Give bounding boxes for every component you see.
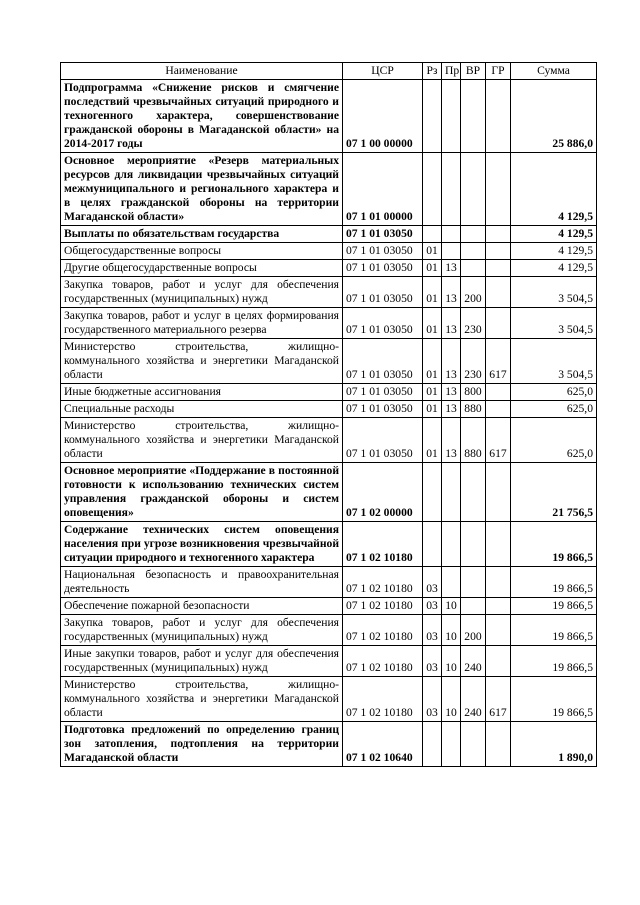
cell-name: Иные закупки товаров, работ и услуг для обеспечения государственных (муниципальных) нужд (61, 646, 343, 677)
cell-gr (486, 226, 511, 243)
cell-gr (486, 277, 511, 308)
cell-pr: 10 (442, 646, 461, 677)
cell-pr: 13 (442, 418, 461, 463)
cell-rz (423, 153, 442, 226)
cell-csr: 07 1 02 10640 (343, 722, 423, 767)
table-row (61, 522, 597, 567)
table-row (61, 80, 597, 153)
cell-rz (423, 80, 442, 153)
table-row (61, 153, 597, 226)
cell-csr: 07 1 01 03050 (343, 308, 423, 339)
header-gr: ГР (486, 63, 511, 80)
cell-gr (486, 646, 511, 677)
cell-csr: 07 1 01 03050 (343, 226, 423, 243)
cell-sum: 19 866,5 (511, 598, 597, 615)
cell-name: Специальные расходы (61, 401, 343, 418)
cell-sum: 4 129,5 (511, 260, 597, 277)
cell-vr: 880 (461, 418, 486, 463)
cell-sum: 19 866,5 (511, 646, 597, 677)
cell-pr: 13 (442, 339, 461, 384)
cell-csr: 07 1 01 00000 (343, 153, 423, 226)
cell-name: Выплаты по обязательствам государства (61, 226, 343, 243)
cell-csr: 07 1 01 03050 (343, 243, 423, 260)
budget-table (60, 62, 597, 767)
cell-vr (461, 463, 486, 522)
cell-vr (461, 722, 486, 767)
cell-pr: 10 (442, 677, 461, 722)
cell-rz: 01 (423, 401, 442, 418)
cell-name: Содержание технических систем оповещения населения при угрозе возникновения чрезвычайной ситуации природного и техногенного характера (61, 522, 343, 567)
table-row (61, 722, 597, 767)
cell-rz: 03 (423, 646, 442, 677)
cell-pr (442, 567, 461, 598)
table-row (61, 615, 597, 646)
cell-sum: 19 866,5 (511, 615, 597, 646)
cell-csr: 07 1 01 03050 (343, 277, 423, 308)
cell-sum: 21 756,5 (511, 463, 597, 522)
cell-csr: 07 1 02 00000 (343, 463, 423, 522)
cell-vr: 800 (461, 384, 486, 401)
table-row (61, 677, 597, 722)
table-row (61, 646, 597, 677)
cell-csr: 07 1 01 03050 (343, 260, 423, 277)
cell-pr: 13 (442, 401, 461, 418)
table-row (61, 339, 597, 384)
cell-sum: 3 504,5 (511, 339, 597, 384)
header-sum: Сумма (511, 63, 597, 80)
table-row (61, 277, 597, 308)
cell-vr (461, 522, 486, 567)
cell-gr (486, 522, 511, 567)
cell-vr (461, 567, 486, 598)
cell-name: Министерство строительства, жилищно-коммунального хозяйства и энергетики Магаданской области (61, 339, 343, 384)
cell-rz (423, 226, 442, 243)
cell-vr (461, 80, 486, 153)
cell-name: Закупка товаров, работ и услуг для обеспечения государственных (муниципальных) нужд (61, 277, 343, 308)
cell-sum: 19 866,5 (511, 522, 597, 567)
table-row (61, 308, 597, 339)
cell-gr: 617 (486, 677, 511, 722)
cell-name: Закупка товаров, работ и услуг в целях формирования государственного материального резерва (61, 308, 343, 339)
cell-pr (442, 243, 461, 260)
cell-vr: 240 (461, 677, 486, 722)
cell-vr: 240 (461, 646, 486, 677)
cell-vr: 230 (461, 339, 486, 384)
cell-pr: 13 (442, 384, 461, 401)
cell-vr (461, 153, 486, 226)
cell-name: Основное мероприятие «Резерв материальных ресурсов для ликвидации чрезвычайных ситуаций межмуниципального и регионального характера и в целях гражданской обороны на территории Магаданской области» (61, 153, 343, 226)
cell-pr: 13 (442, 260, 461, 277)
cell-rz (423, 722, 442, 767)
cell-name: Основное мероприятие «Поддержание в постоянной готовности к использованию технических систем управления гражданской обороны и систем оповещения» (61, 463, 343, 522)
cell-vr (461, 260, 486, 277)
cell-rz: 03 (423, 567, 442, 598)
cell-sum: 3 504,5 (511, 277, 597, 308)
table-row (61, 226, 597, 243)
header-csr: ЦСР (343, 63, 423, 80)
cell-csr: 07 1 00 00000 (343, 80, 423, 153)
cell-sum: 19 866,5 (511, 677, 597, 722)
cell-rz: 01 (423, 308, 442, 339)
cell-csr: 07 1 01 03050 (343, 418, 423, 463)
cell-gr (486, 384, 511, 401)
cell-name: Министерство строительства, жилищно-коммунального хозяйства и энергетики Магаданской области (61, 677, 343, 722)
table-row (61, 401, 597, 418)
cell-csr: 07 1 02 10180 (343, 598, 423, 615)
cell-gr (486, 615, 511, 646)
cell-name: Подпрограмма «Снижение рисков и смягчение последствий чрезвычайных ситуаций природного и техногенного характера, совершенствование гражданской обороны в Магаданской области» на 2014-2017 годы (61, 80, 343, 153)
cell-pr (442, 226, 461, 243)
cell-rz: 03 (423, 677, 442, 722)
header-row (61, 63, 597, 80)
cell-vr: 200 (461, 277, 486, 308)
header-pr: Пр (442, 63, 461, 80)
cell-csr: 07 1 01 03050 (343, 401, 423, 418)
cell-csr: 07 1 02 10180 (343, 677, 423, 722)
header-vr: ВР (461, 63, 486, 80)
table-row (61, 463, 597, 522)
cell-pr (442, 522, 461, 567)
cell-name: Общегосударственные вопросы (61, 243, 343, 260)
cell-gr (486, 567, 511, 598)
cell-rz: 01 (423, 339, 442, 384)
cell-sum: 625,0 (511, 401, 597, 418)
cell-name: Национальная безопасность и правоохранительная деятельность (61, 567, 343, 598)
cell-vr (461, 598, 486, 615)
header-name: Наименование (61, 63, 343, 80)
cell-rz: 01 (423, 260, 442, 277)
cell-sum: 4 129,5 (511, 153, 597, 226)
cell-csr: 07 1 02 10180 (343, 522, 423, 567)
cell-vr: 230 (461, 308, 486, 339)
cell-rz: 01 (423, 418, 442, 463)
table-row (61, 418, 597, 463)
cell-gr (486, 463, 511, 522)
cell-csr: 07 1 01 03050 (343, 339, 423, 384)
cell-vr (461, 226, 486, 243)
cell-name: Обеспечение пожарной безопасности (61, 598, 343, 615)
cell-pr (442, 722, 461, 767)
cell-csr: 07 1 01 03050 (343, 384, 423, 401)
cell-rz: 01 (423, 384, 442, 401)
cell-rz: 01 (423, 243, 442, 260)
cell-rz (423, 522, 442, 567)
cell-sum: 4 129,5 (511, 226, 597, 243)
cell-sum: 625,0 (511, 384, 597, 401)
cell-gr: 617 (486, 339, 511, 384)
cell-name: Закупка товаров, работ и услуг для обеспечения государственных (муниципальных) нужд (61, 615, 343, 646)
cell-rz (423, 463, 442, 522)
cell-vr: 200 (461, 615, 486, 646)
cell-csr: 07 1 02 10180 (343, 615, 423, 646)
cell-gr (486, 308, 511, 339)
cell-sum: 625,0 (511, 418, 597, 463)
cell-csr: 07 1 02 10180 (343, 646, 423, 677)
cell-gr: 617 (486, 418, 511, 463)
cell-sum: 1 890,0 (511, 722, 597, 767)
cell-gr (486, 243, 511, 260)
cell-pr: 10 (442, 615, 461, 646)
table-row (61, 598, 597, 615)
cell-pr: 13 (442, 277, 461, 308)
cell-rz: 03 (423, 598, 442, 615)
cell-csr: 07 1 02 10180 (343, 567, 423, 598)
cell-vr (461, 243, 486, 260)
cell-gr (486, 260, 511, 277)
cell-vr: 880 (461, 401, 486, 418)
cell-name: Другие общегосударственные вопросы (61, 260, 343, 277)
cell-pr (442, 153, 461, 226)
cell-name: Иные бюджетные ассигнования (61, 384, 343, 401)
cell-gr (486, 401, 511, 418)
cell-sum: 4 129,5 (511, 243, 597, 260)
cell-sum: 3 504,5 (511, 308, 597, 339)
table-row (61, 384, 597, 401)
cell-pr: 13 (442, 308, 461, 339)
cell-pr: 10 (442, 598, 461, 615)
table-row (61, 260, 597, 277)
cell-sum: 25 886,0 (511, 80, 597, 153)
cell-pr (442, 80, 461, 153)
cell-gr (486, 80, 511, 153)
cell-name: Подготовка предложений по определению границ зон затопления, подтопления на территории Магаданской области (61, 722, 343, 767)
table-row (61, 567, 597, 598)
cell-gr (486, 153, 511, 226)
cell-rz: 03 (423, 615, 442, 646)
cell-sum: 19 866,5 (511, 567, 597, 598)
table-row (61, 243, 597, 260)
cell-pr (442, 463, 461, 522)
header-rz: Рз (423, 63, 442, 80)
cell-gr (486, 722, 511, 767)
cell-gr (486, 598, 511, 615)
cell-name: Министерство строительства, жилищно-коммунального хозяйства и энергетики Магаданской области (61, 418, 343, 463)
cell-rz: 01 (423, 277, 442, 308)
